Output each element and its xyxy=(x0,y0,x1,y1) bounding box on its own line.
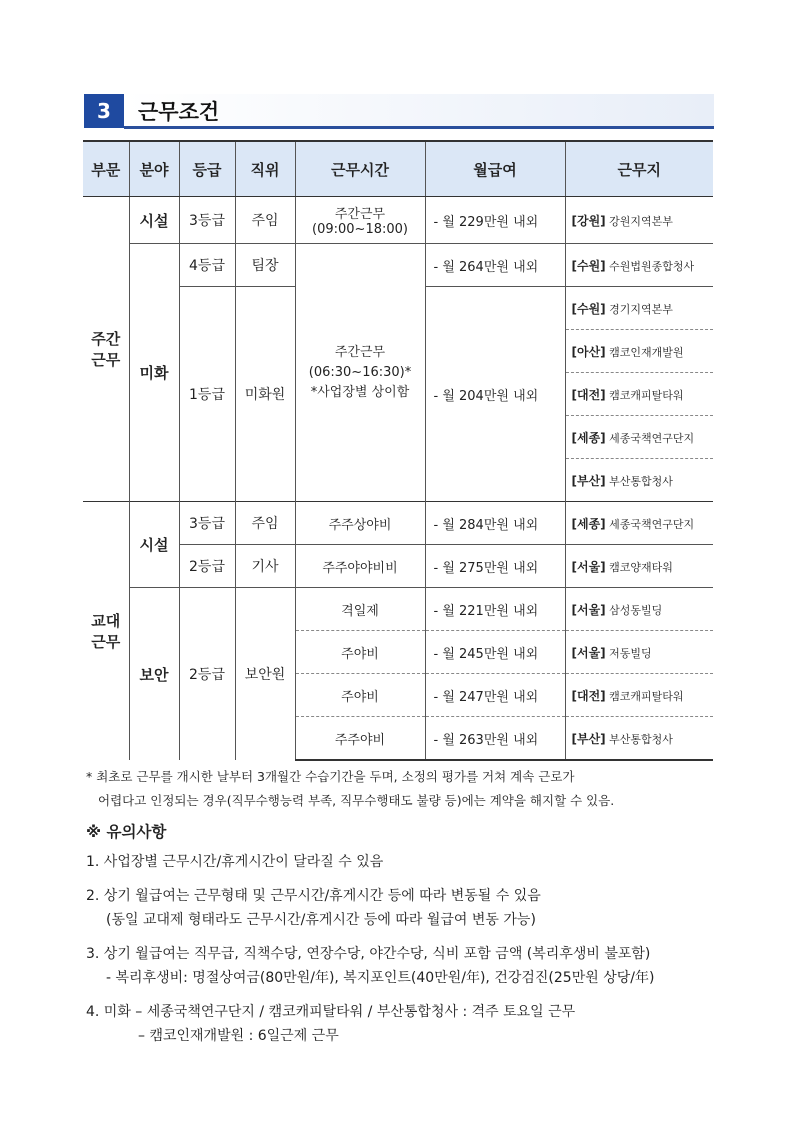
location-tag: [수원] xyxy=(571,258,606,273)
location-cell xyxy=(565,588,713,631)
location-tag: [부산] xyxy=(571,473,606,488)
table-header-row xyxy=(83,141,713,197)
caution-subitem: – 캠코인재개발원 : 6일근제 근무 xyxy=(138,1028,339,1044)
table-row xyxy=(83,588,713,631)
position-cell: 주임 xyxy=(235,197,295,244)
position-cell: 보안원 xyxy=(235,588,295,761)
location-cell xyxy=(565,717,713,761)
location-cell xyxy=(565,502,713,545)
location-cell xyxy=(565,244,713,287)
caution-item: 4. 미화 – 세종국책연구단지 / 캠코캐피탈타워 / 부산통합청사 : 격주 토요일 근무 xyxy=(86,1004,576,1020)
footnote-line: * 최초로 근무를 개시한 날부터 3개월간 수습기간을 두며, 소정의 평가를 거쳐 계속 근로가 xyxy=(86,769,575,784)
caution-item: 3. 상기 월급여는 직무급, 직책수당, 연장수당, 야간수당, 식비 포함 금액 (복리후생비 불포함) xyxy=(86,946,651,962)
grade-cell: 2등급 xyxy=(179,588,235,761)
location-name: 캠코캐피탈타워 xyxy=(609,388,684,402)
location-name: 부산통합청사 xyxy=(609,474,673,488)
location-name: 캠코인재개발원 xyxy=(609,345,684,359)
location-name: 캠코캐피탈타워 xyxy=(609,689,684,703)
field-cell: 보안 xyxy=(129,588,179,761)
hours-cell: 주주야비 xyxy=(295,717,425,761)
field-cell: 시설 xyxy=(129,197,179,244)
table-row xyxy=(83,244,713,287)
location-name: 세종국책연구단지 xyxy=(609,517,695,531)
position-cell: 팀장 xyxy=(235,244,295,287)
caution-item: 2. 상기 월급여는 근무형태 및 근무시간/휴게시간 등에 따라 변동될 수 있음 xyxy=(86,888,541,904)
grade-cell: 2등급 xyxy=(179,545,235,588)
hours-cell: 격일제 xyxy=(295,588,425,631)
hours-cell: 주간근무 (06:30~16:30)* *사업장별 상이함 xyxy=(295,244,425,502)
position-cell: 주임 xyxy=(235,502,295,545)
pay-cell: - 월 245만원 내외 xyxy=(425,631,565,674)
location-cell xyxy=(565,459,713,502)
location-tag: [대전] xyxy=(571,387,606,402)
hours-cell: 주주상야비 xyxy=(295,502,425,545)
location-name: 수원법원종합청사 xyxy=(609,259,695,273)
field-cell: 시설 xyxy=(129,502,179,588)
table-row xyxy=(83,502,713,545)
location-tag: [아산] xyxy=(571,344,606,359)
col-header-pay: 월급여 xyxy=(425,141,565,197)
hours-cell: 주주야야비비 xyxy=(295,545,425,588)
table-row xyxy=(83,197,713,244)
location-cell xyxy=(565,330,713,373)
pay-cell: - 월 247만원 내외 xyxy=(425,674,565,717)
grade-cell: 3등급 xyxy=(179,502,235,545)
pay-cell: - 월 229만원 내외 xyxy=(425,197,565,244)
hours-cell: 주야비 xyxy=(295,674,425,717)
caution-subitem: (동일 교대제 형태라도 근무시간/휴게시간 등에 따라 월급여 변동 가능) xyxy=(106,912,536,928)
col-header-location: 근무지 xyxy=(565,141,713,197)
dept-cell-shift: 교대 근무 xyxy=(83,502,129,761)
pay-cell: - 월 204만원 내외 xyxy=(425,287,565,502)
position-cell: 기사 xyxy=(235,545,295,588)
col-header-hours: 근무시간 xyxy=(295,141,425,197)
caution-subitem: - 복리후생비: 명절상여금(80만원/年), 복지포인트(40만원/年), 건강검진(25만원 상당/年) xyxy=(106,970,655,986)
location-tag: [수원] xyxy=(571,301,606,316)
position-cell: 미화원 xyxy=(235,287,295,502)
caution-heading: ※ 유의사항 xyxy=(86,823,167,841)
location-tag: [서울] xyxy=(571,645,606,660)
location-tag: [세종] xyxy=(571,430,606,445)
location-name: 저동빌딩 xyxy=(609,646,652,660)
location-cell xyxy=(565,631,713,674)
location-tag: [서울] xyxy=(571,559,606,574)
hours-cell: 주간근무 (09:00~18:00) xyxy=(295,197,425,244)
grade-cell: 3등급 xyxy=(179,197,235,244)
location-cell xyxy=(565,416,713,459)
grade-cell: 1등급 xyxy=(179,287,235,502)
location-name: 삼성동빌딩 xyxy=(609,603,663,617)
section-header xyxy=(84,94,714,130)
field-cell: 미화 xyxy=(129,244,179,502)
location-cell xyxy=(565,373,713,416)
pay-cell: - 월 221만원 내외 xyxy=(425,588,565,631)
location-tag: [부산] xyxy=(571,731,606,746)
section-title: 근무조건 xyxy=(138,100,220,124)
location-cell xyxy=(565,545,713,588)
caution-section xyxy=(86,820,736,1048)
footnote-line: 어렵다고 인정되는 경우(직무수행능력 부족, 직무수행태도 불량 등)에는 계약을 해지할 수 있음. xyxy=(98,793,615,808)
location-name: 부산통합청사 xyxy=(609,732,673,746)
section-number: 3 xyxy=(84,94,124,128)
location-tag: [강원] xyxy=(571,213,606,228)
col-header-dept: 부문 xyxy=(83,141,129,197)
location-cell xyxy=(565,197,713,244)
probation-footnote xyxy=(86,765,726,813)
col-header-field: 분야 xyxy=(129,141,179,197)
location-name: 경기지역본부 xyxy=(609,302,673,316)
pay-cell: - 월 264만원 내외 xyxy=(425,244,565,287)
location-name: 세종국책연구단지 xyxy=(609,431,695,445)
pay-cell: - 월 284만원 내외 xyxy=(425,502,565,545)
location-name: 캠코양재타워 xyxy=(609,560,673,574)
col-header-grade: 등급 xyxy=(179,141,235,197)
hours-cell: 주야비 xyxy=(295,631,425,674)
location-tag: [서울] xyxy=(571,602,606,617)
header-rule xyxy=(124,126,714,129)
caution-item: 1. 사업장별 근무시간/휴게시간이 달라질 수 있음 xyxy=(86,854,384,870)
pay-cell: - 월 275만원 내외 xyxy=(425,545,565,588)
col-header-position: 직위 xyxy=(235,141,295,197)
location-tag: [대전] xyxy=(571,688,606,703)
location-cell xyxy=(565,674,713,717)
grade-cell: 4등급 xyxy=(179,244,235,287)
location-cell xyxy=(565,287,713,330)
dept-cell-day: 주간 근무 xyxy=(83,197,129,502)
location-name: 강원지역본부 xyxy=(609,214,673,228)
location-tag: [세종] xyxy=(571,516,606,531)
work-conditions-table xyxy=(83,140,713,761)
pay-cell: - 월 263만원 내외 xyxy=(425,717,565,761)
